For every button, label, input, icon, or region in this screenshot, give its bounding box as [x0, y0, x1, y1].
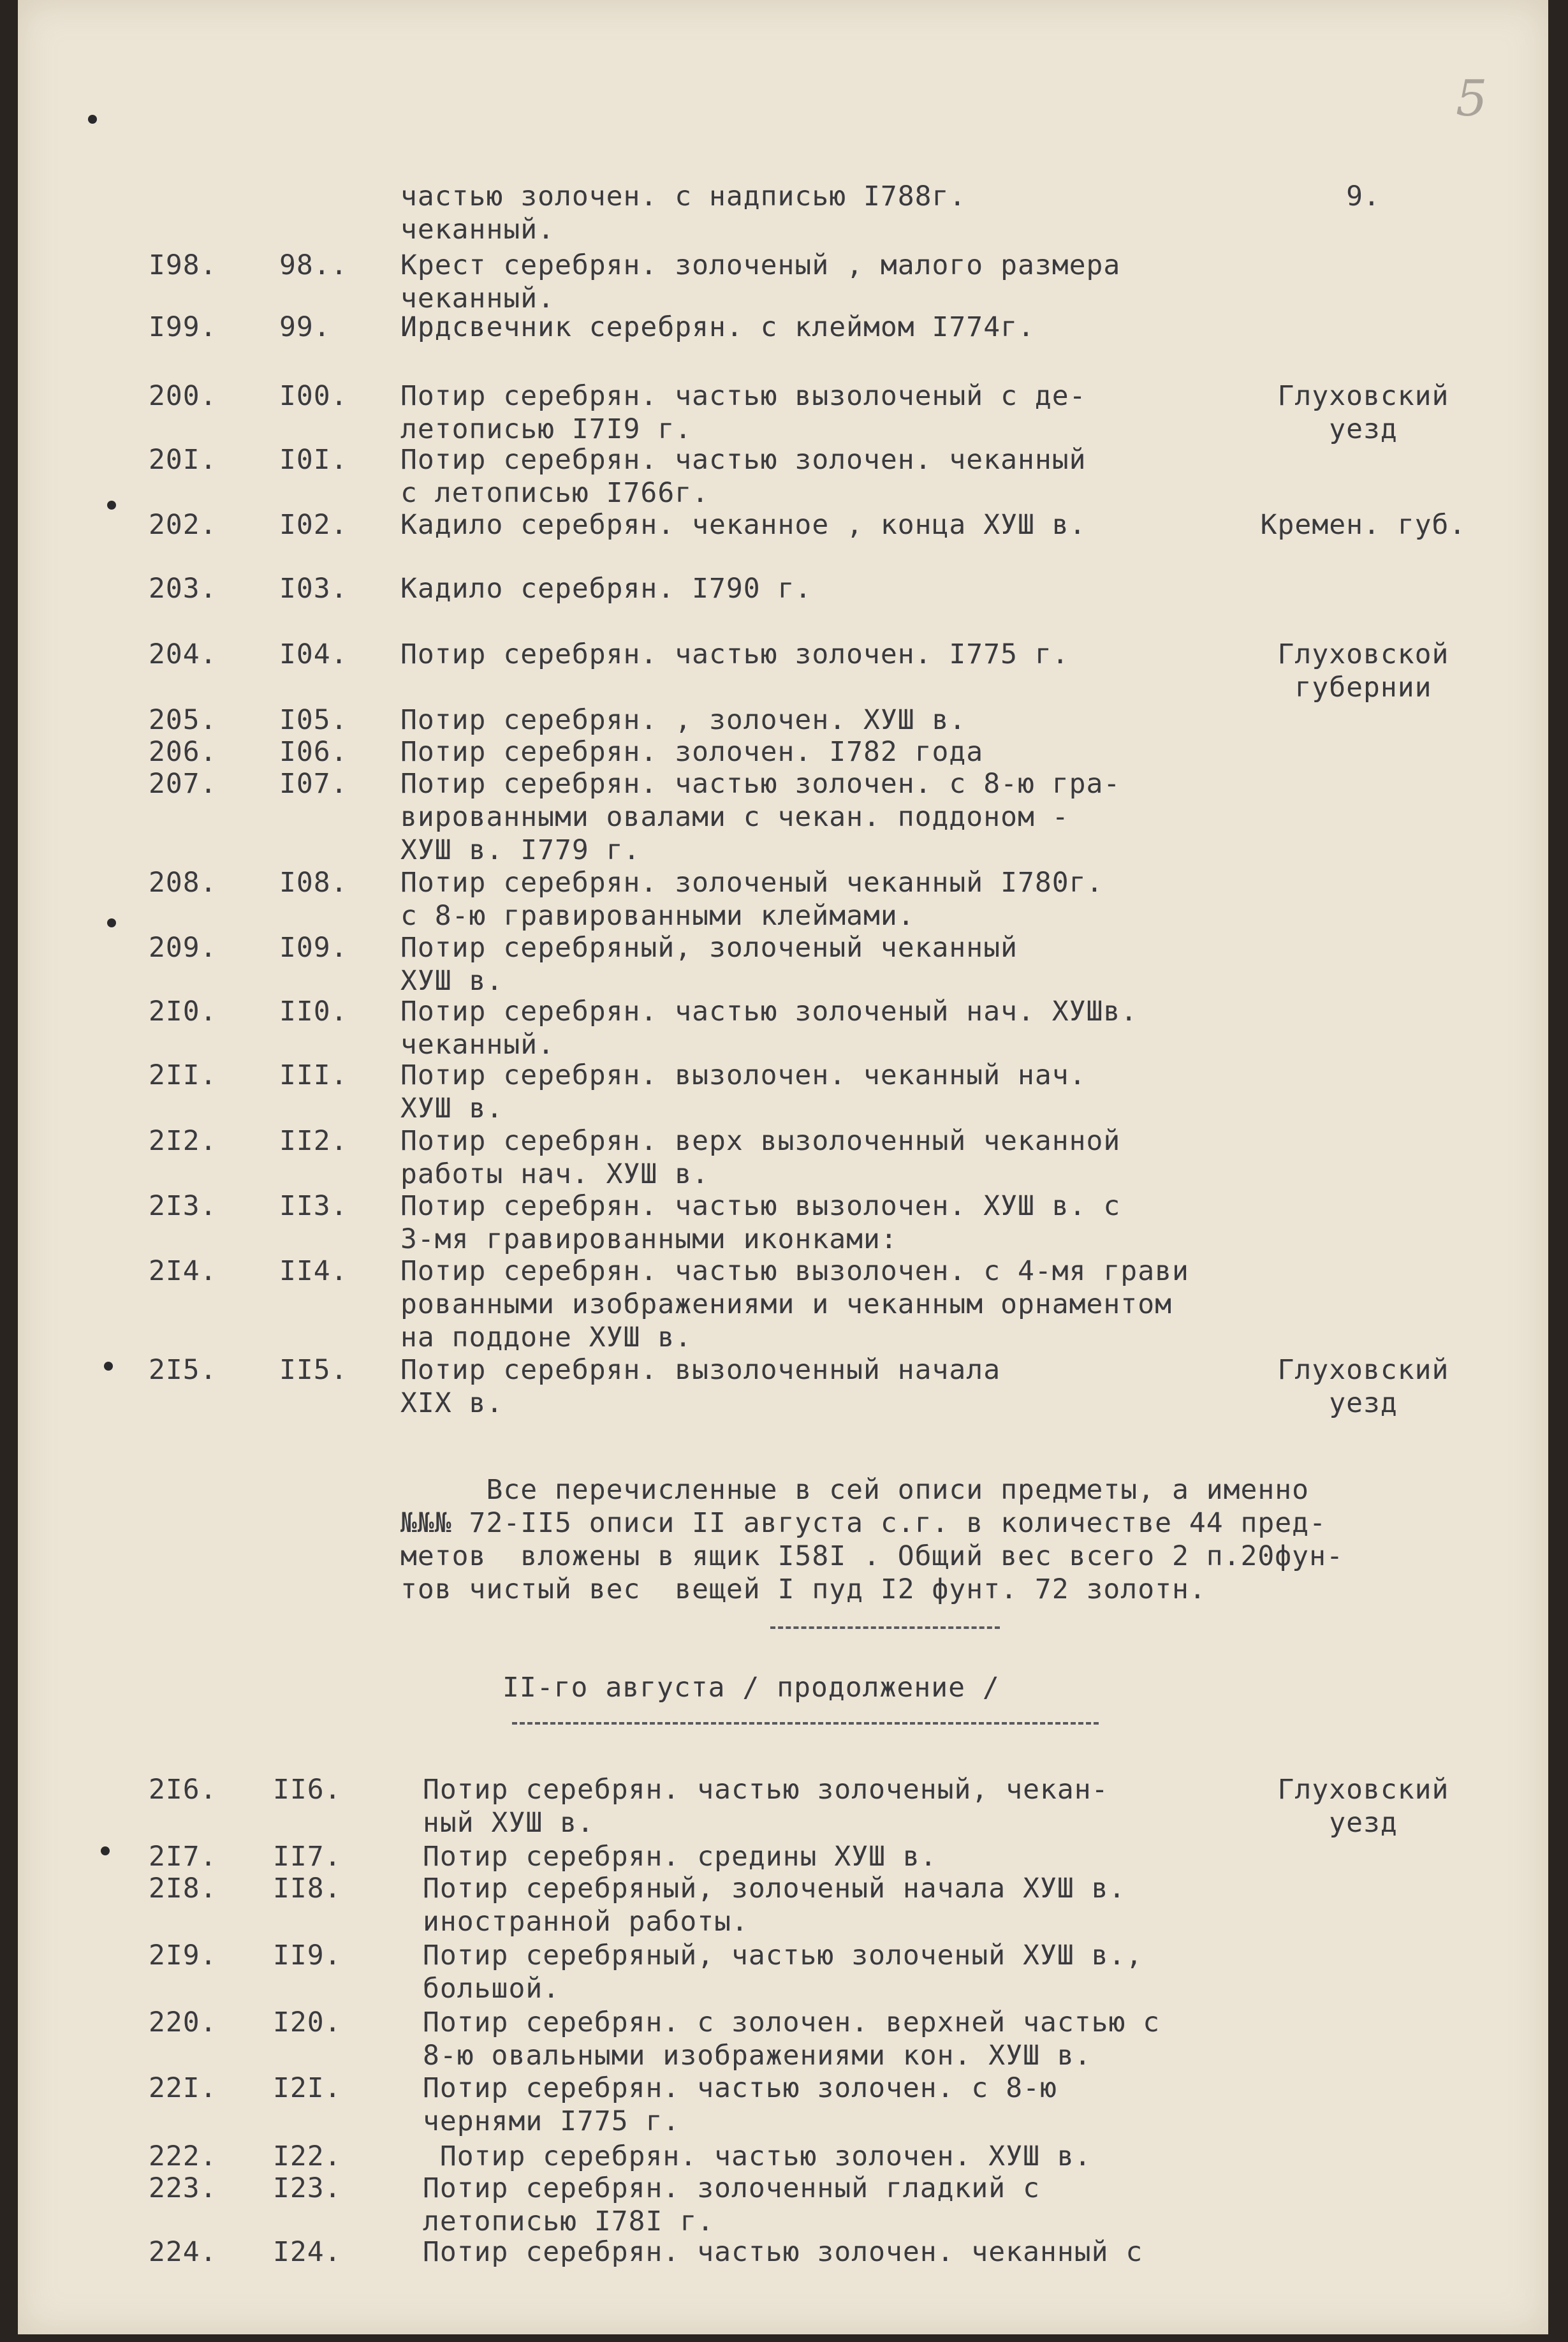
entry-description: Потир серебрян. золоченный гладкий с летописью І78І г. [423, 2172, 1040, 2237]
section-header: ІІ-го августа / продолжение / [502, 1672, 1000, 1704]
entry-number: 2І9. [149, 1940, 217, 1971]
entry-subnumber: ІІ9. [273, 1940, 342, 1971]
entry-description: Ирдсвечник серебрян. с клеймом І774г. [400, 311, 1035, 343]
entry-description: Потир серебрян. вызолоченный начала XIX в. [400, 1354, 1001, 1419]
entry-location: Глуховский уезд [1277, 1774, 1449, 1839]
entry-subnumber: І24. [273, 2236, 342, 2268]
entry-number: 209. [149, 932, 217, 964]
entry-subnumber: І09. [279, 932, 348, 964]
entry-subnumber: І06. [279, 736, 348, 768]
entry-subnumber: ІІ5. [279, 1354, 348, 1386]
entry-description: Потир серебрян. золоченый чеканный І780г. с 8-ю гравированными клеймами. [400, 867, 1104, 932]
summary-rule [770, 1626, 1000, 1629]
entry-number: 220. [149, 2007, 217, 2038]
entry-location: Глуховский уезд [1277, 380, 1449, 445]
entry-description: Потир серебрян. частью золочен. чеканный с [423, 2236, 1143, 2268]
entry-description: Потир серебрян. частью вызолочен. ХУШ в. с 3-мя гравированными иконками: [400, 1190, 1121, 1255]
entry-description: Потир серебрян. частью золоченый, чекан- ный ХУШ в. [423, 1774, 1109, 1839]
entry-number: 203. [149, 573, 217, 605]
entry-number: 202. [149, 509, 217, 541]
entry-subnumber: ІІ6. [273, 1774, 342, 1806]
entry-subnumber: І00. [279, 380, 348, 412]
entry-description: Кадило серебрян. І790 г. [400, 573, 812, 605]
entry-description: Потир серебрян. частью золочен. с 8-ю гра- вированными овалами с чекан. поддоном - ХУШ в. І779 г. [400, 768, 1121, 866]
entry-description: Потир серебрян. вызолочен. чеканный нач. ХУШ в. [400, 1059, 1087, 1124]
entry-subnumber: ІІ7. [273, 1841, 342, 1873]
entry-location: Глуховской губернии [1277, 638, 1449, 703]
entry-description: Потир серебрян. частью вызолоченый с де- летописью І7І9 г. [400, 380, 1087, 445]
entry-subnumber: 98.. [279, 249, 348, 281]
margin-mark [107, 501, 116, 510]
entry-number: 2І5. [149, 1354, 217, 1386]
page-number: 5 [1456, 70, 1488, 128]
entry-subnumber: ІІІ. [279, 1059, 348, 1091]
entry-number: 2І0. [149, 996, 217, 1027]
entry-description: Потир серебрян. с золочен. верхней частью с 8-ю овальными изображениями кон. ХУШ в. [423, 2007, 1161, 2072]
entry-description: Потир серебрян. частью золочен. І775 г. [400, 638, 1069, 670]
entry-description: Потир серебрян. частью вызолочен. с 4-мя грави рованными изображениями и чеканным орнаментом на поддоне ХУШ в. [400, 1255, 1189, 1353]
entry-number: 2І8. [149, 1873, 217, 1904]
entry-description: Потир серебрян. , золочен. ХУШ в. [400, 704, 967, 736]
entry-subnumber: І0І. [279, 444, 348, 476]
entry-number: 224. [149, 2236, 217, 2268]
entry-location: Кремен. губ. [1260, 509, 1467, 541]
entry-number: 2ІІ. [149, 1059, 217, 1091]
entry-description: Потир серебряный, золоченый чеканный ХУШ в. [400, 932, 1018, 997]
entry-number: І99. [149, 311, 217, 343]
entry-description: Крест серебрян. золоченый , малого размера чеканный. [400, 249, 1121, 314]
entry-location: 9. [1346, 180, 1381, 212]
entry-number: 200. [149, 380, 217, 412]
entry-subnumber: ІІ4. [279, 1255, 348, 1287]
entry-subnumber: І2І. [273, 2072, 342, 2104]
entry-description: Потир серебрян. средины ХУШ в. [423, 1841, 937, 1873]
entry-subnumber: І02. [279, 509, 348, 541]
document-page [18, 0, 1548, 2334]
summary-paragraph: Все перечисленные в сей описи предметы, а именно №№№ 72-ІІ5 описи ІІ августа с.г. в количестве 44 пред- метов вложены в ящик І58І . Общий вес всего 2 п.20фун- тов чистый вес вещей І пуд І2 фунт. 72 золотн. [400, 1474, 1344, 1605]
entry-number: 205. [149, 704, 217, 736]
entry-number: 208. [149, 867, 217, 899]
section-header-rule [512, 1722, 1099, 1725]
entry-description: Потир серебрян. частью золочен. чеканный с летописью І766г. [400, 444, 1087, 509]
entry-subnumber: І23. [273, 2172, 342, 2204]
entry-number: 22І. [149, 2072, 217, 2104]
entry-subnumber: ІІ0. [279, 996, 348, 1027]
entry-subnumber: І22. [273, 2140, 342, 2172]
entry-subnumber: І07. [279, 768, 348, 800]
entry-number: І98. [149, 249, 217, 281]
entry-number: 2І4. [149, 1255, 217, 1287]
entry-description: Потир серебрян. частью золоченый нач. ХУШв. чеканный. [400, 996, 1138, 1061]
entry-number: 2І7. [149, 1841, 217, 1873]
entry-description: Потир серебряный, золоченый начала ХУШ в. иностранной работы. [423, 1873, 1126, 1938]
entry-description: Потир серебрян. золочен. І782 года [400, 736, 984, 768]
entry-description: Потир серебрян. верх вызолоченный чеканной работы нач. ХУШ в. [400, 1125, 1121, 1190]
entry-subnumber: ІІ2. [279, 1125, 348, 1157]
margin-mark [101, 1846, 110, 1855]
entry-description: Потир серебрян. частью золочен. с 8-ю чернями І775 г. [423, 2072, 1057, 2137]
entry-number: 222. [149, 2140, 217, 2172]
entry-number: 206. [149, 736, 217, 768]
entry-number: 223. [149, 2172, 217, 2204]
entry-location: Глуховский уезд [1277, 1354, 1449, 1419]
entry-subnumber: І05. [279, 704, 348, 736]
entry-number: 2І3. [149, 1190, 217, 1222]
entry-subnumber: ІІ8. [273, 1873, 342, 1904]
entry-subnumber: ІІ3. [279, 1190, 348, 1222]
entry-description: Потир серебрян. частью золочен. ХУШ в. [423, 2140, 1092, 2172]
entry-subnumber: І08. [279, 867, 348, 899]
margin-mark [107, 918, 116, 927]
entry-number: 2І2. [149, 1125, 217, 1157]
entry-number: 204. [149, 638, 217, 670]
entry-description: Кадило серебрян. чеканное , конца ХУШ в. [400, 509, 1087, 541]
entry-subnumber: 99. [279, 311, 331, 343]
entry-description: частью золочен. с надписью І788г. чеканный. [400, 180, 967, 246]
entry-subnumber: І04. [279, 638, 348, 670]
margin-mark [88, 115, 97, 124]
entry-number: 207. [149, 768, 217, 800]
margin-mark [104, 1362, 113, 1371]
entry-description: Потир серебряный, частью золоченый ХУШ в., большой. [423, 1940, 1143, 2005]
entry-number: 2І6. [149, 1774, 217, 1806]
entry-subnumber: І20. [273, 2007, 342, 2038]
entry-subnumber: І03. [279, 573, 348, 605]
entry-number: 20І. [149, 444, 217, 476]
